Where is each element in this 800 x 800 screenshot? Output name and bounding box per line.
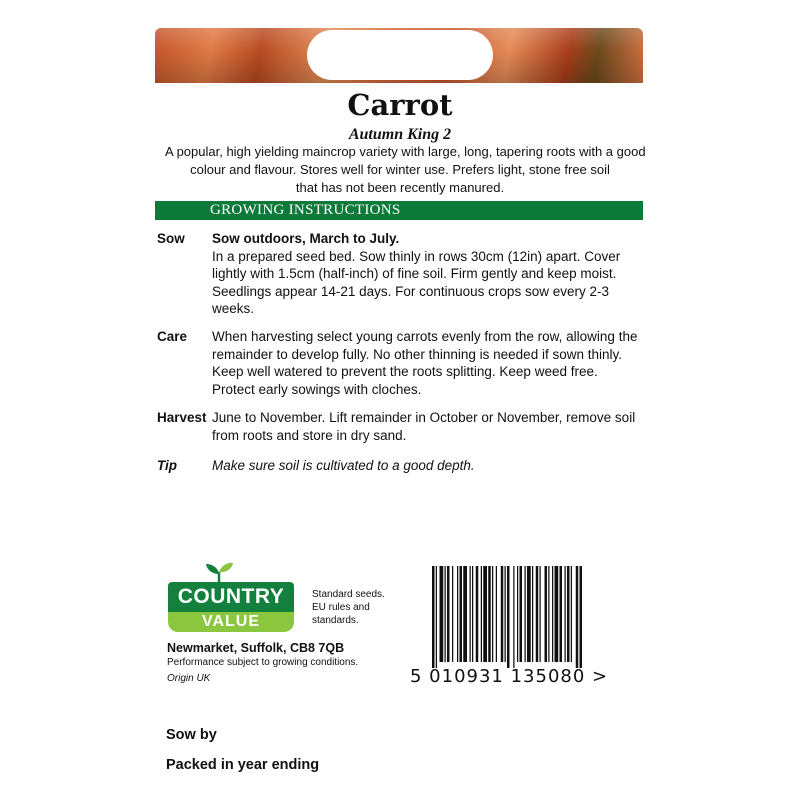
barcode-bar	[492, 566, 493, 662]
barcode-bar	[447, 566, 450, 662]
instruction-line: Make sure soil is cultivated to a good depth.	[212, 458, 475, 473]
barcode-bar	[532, 566, 533, 662]
instruction-line: In a prepared seed bed. Sow thinly in rows 30cm (12in) apart. Cover	[212, 248, 621, 264]
instruction-heading: Sow outdoors, March to July.	[212, 231, 400, 246]
instruction-line: remainder to develop fully. No other thinning is needed if sown thinly.	[212, 346, 622, 362]
sow-by-label: Sow by	[166, 727, 217, 743]
description-line: A popular, high yielding maincrop variety with large, long, tapering roots with a good	[165, 144, 646, 159]
barcode-bar	[565, 566, 566, 662]
barcode-bar	[536, 566, 539, 662]
barcode-bar	[460, 566, 463, 662]
description-line: colour and flavour. Stores well for winter use. Prefers light, stone free soil	[190, 162, 610, 177]
barcode	[432, 566, 626, 668]
barcode-digits: 5 010931 135080 >	[410, 666, 609, 687]
barcode-bar	[507, 566, 510, 668]
instruction-label: Harvest	[157, 410, 207, 425]
instruction-line: from roots and store in dry sand.	[212, 427, 407, 443]
hang-hole	[307, 30, 493, 80]
barcode-bar	[445, 566, 446, 662]
barcode-bar	[580, 566, 583, 668]
variety-name: Autumn King 2	[348, 126, 452, 143]
instruction-label: Sow	[157, 231, 185, 246]
barcode-bar	[463, 566, 467, 662]
instruction-line: Keep well watered to prevent the roots splitting. Keep weed free.	[212, 364, 598, 379]
standards-line: EU rules and	[312, 602, 370, 613]
barcode-bar	[540, 566, 541, 662]
barcode-bar	[505, 566, 506, 662]
barcode-bar	[576, 566, 579, 668]
standards-note	[312, 588, 385, 627]
country-value-logo	[168, 562, 294, 632]
barcode-bar	[432, 566, 435, 668]
barcode-bar	[488, 566, 491, 662]
barcode-bar	[496, 566, 497, 662]
growing-instructions-header: GROWING INSTRUCTIONS	[155, 201, 643, 220]
instruction-line: weeks.	[212, 301, 255, 316]
logo-value-text: VALUE	[168, 612, 294, 632]
barcode-bar	[571, 566, 572, 662]
barcode-bar	[517, 566, 518, 662]
barcode-bar	[527, 566, 531, 662]
logo-country-text: COUNTRY	[168, 582, 294, 612]
barcode-bar	[560, 566, 563, 662]
instruction-line: Seedlings appear 14-21 days. For continuous crops sow every 2-3	[212, 283, 609, 299]
barcode-bar	[457, 566, 458, 662]
instruction-label: Care	[157, 329, 188, 344]
standards-line: standards.	[312, 615, 359, 626]
instruction-line: lightly with 1.5cm (half-inch) of fine soil. Firm gently and keep moist.	[212, 266, 617, 281]
performance-note: Performance subject to growing conditions.	[167, 657, 359, 668]
sprout-icon	[204, 562, 234, 584]
barcode-bar	[555, 566, 559, 662]
barcode-bar	[525, 566, 526, 662]
product-title: Carrot	[347, 88, 453, 122]
instruction-line: Protect early sowings with cloches.	[212, 381, 422, 397]
instruction-label: Tip	[157, 458, 177, 473]
instruction-line: June to November. Lift remainder in October or November, remove soil	[212, 410, 636, 425]
barcode-bar	[520, 566, 523, 662]
standards-line: Standard seeds.	[312, 589, 385, 600]
barcode-bar	[545, 566, 548, 662]
barcode-bar	[567, 566, 570, 662]
barcode-bar	[552, 566, 553, 662]
address: Newmarket, Suffolk, CB8 7QB	[167, 641, 345, 655]
barcode-bar	[452, 566, 453, 662]
barcode-bar	[513, 566, 514, 668]
origin-note: Origin UK	[167, 673, 211, 684]
barcode-bar	[476, 566, 479, 662]
instruction-line: When harvesting select young carrots evenly from the row, allowing the	[212, 329, 638, 344]
barcode-bar	[481, 566, 482, 662]
barcode-bar	[470, 566, 471, 662]
description-line: that has not been recently manured.	[295, 180, 505, 195]
barcode-bar	[472, 566, 473, 662]
barcode-bar	[440, 566, 444, 662]
barcode-bar	[548, 566, 549, 662]
packed-year-label: Packed in year ending	[166, 757, 320, 773]
barcode-bar	[436, 566, 437, 668]
barcode-bar	[501, 566, 504, 662]
product-description	[165, 143, 646, 197]
barcode-bar	[483, 566, 487, 662]
